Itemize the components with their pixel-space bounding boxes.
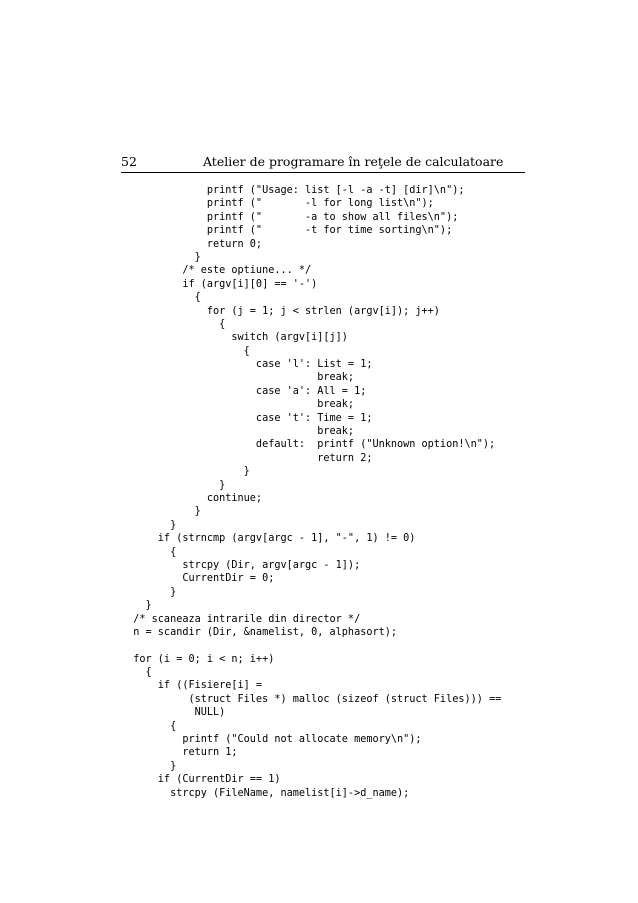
code-line: strcpy (FileName, namelist[i]->d_name); — [121, 787, 410, 799]
code-line: switch (argv[i][j]) — [121, 332, 348, 344]
code-line — [121, 639, 501, 652]
code-line: } — [121, 600, 152, 612]
code-line: } — [121, 479, 226, 491]
page-header — [121, 154, 525, 172]
code-line: if (argv[i][0] == '-') — [121, 278, 318, 290]
code-line: /* scaneaza intrarile din director */ — [121, 613, 361, 625]
code-line: if (strncmp (argv[argc - 1], "-", 1) != 0) — [121, 533, 416, 545]
code-line: return 1; — [121, 747, 238, 759]
code-line: break; — [121, 399, 355, 411]
code-line: } — [121, 586, 177, 598]
code-line: { — [121, 720, 177, 732]
code-line: case 't': Time = 1; — [121, 412, 373, 424]
code-line: break; — [121, 426, 355, 438]
code-line: /* este optiune... */ — [121, 265, 312, 277]
code-line: if (CurrentDir == 1) — [121, 774, 281, 786]
code-line: continue; — [121, 492, 263, 504]
code-line: } — [121, 760, 177, 772]
code-line: printf (" -l for long list\n"); — [121, 198, 434, 210]
code-line: printf ("Usage: list [-l -a -t] [dir]\n"); — [121, 185, 465, 196]
code-line: for (j = 1; j < strlen (argv[i]); j++) — [121, 305, 440, 317]
code-line: if ((Fisiere[i] = — [121, 680, 263, 692]
code-line: n = scandir (Dir, &namelist, 0, alphasort); — [121, 626, 398, 638]
code-line: { — [121, 318, 226, 330]
code-line: { — [121, 667, 152, 679]
code-line: CurrentDir = 0; — [121, 573, 275, 585]
code-line: printf ("Could not allocate memory\n"); — [121, 734, 422, 746]
code-line: for (i = 0; i < n; i++) — [121, 653, 275, 665]
code-line: return 2; — [121, 452, 373, 464]
code-line: return 0; — [121, 238, 263, 250]
code-line: default: printf ("Unknown option!\n"); — [121, 439, 496, 451]
code-line: } — [121, 466, 250, 478]
code-line: { — [121, 546, 177, 558]
code-line: case 'a': All = 1; — [121, 385, 367, 397]
code-line: break; — [121, 372, 355, 384]
code-line: } — [121, 519, 177, 531]
code-line: } — [121, 251, 201, 263]
code-line: { — [121, 292, 201, 304]
page-number: 52 — [121, 154, 137, 169]
code-listing — [121, 184, 501, 800]
code-line: strcpy (Dir, argv[argc - 1]); — [121, 559, 361, 571]
running-title: Atelier de programare în reţele de calculatoare — [203, 154, 504, 169]
code-line: case 'l': List = 1; — [121, 359, 373, 371]
code-line: { — [121, 345, 250, 357]
code-line: (struct Files *) malloc (sizeof (struct Files))) == — [121, 693, 502, 705]
code-line: printf (" -a to show all files\n"); — [121, 211, 459, 223]
header-rule — [121, 172, 525, 173]
code-line: } — [121, 506, 201, 518]
code-line: printf (" -t for time sorting\n"); — [121, 225, 453, 237]
code-line: NULL) — [121, 707, 226, 719]
